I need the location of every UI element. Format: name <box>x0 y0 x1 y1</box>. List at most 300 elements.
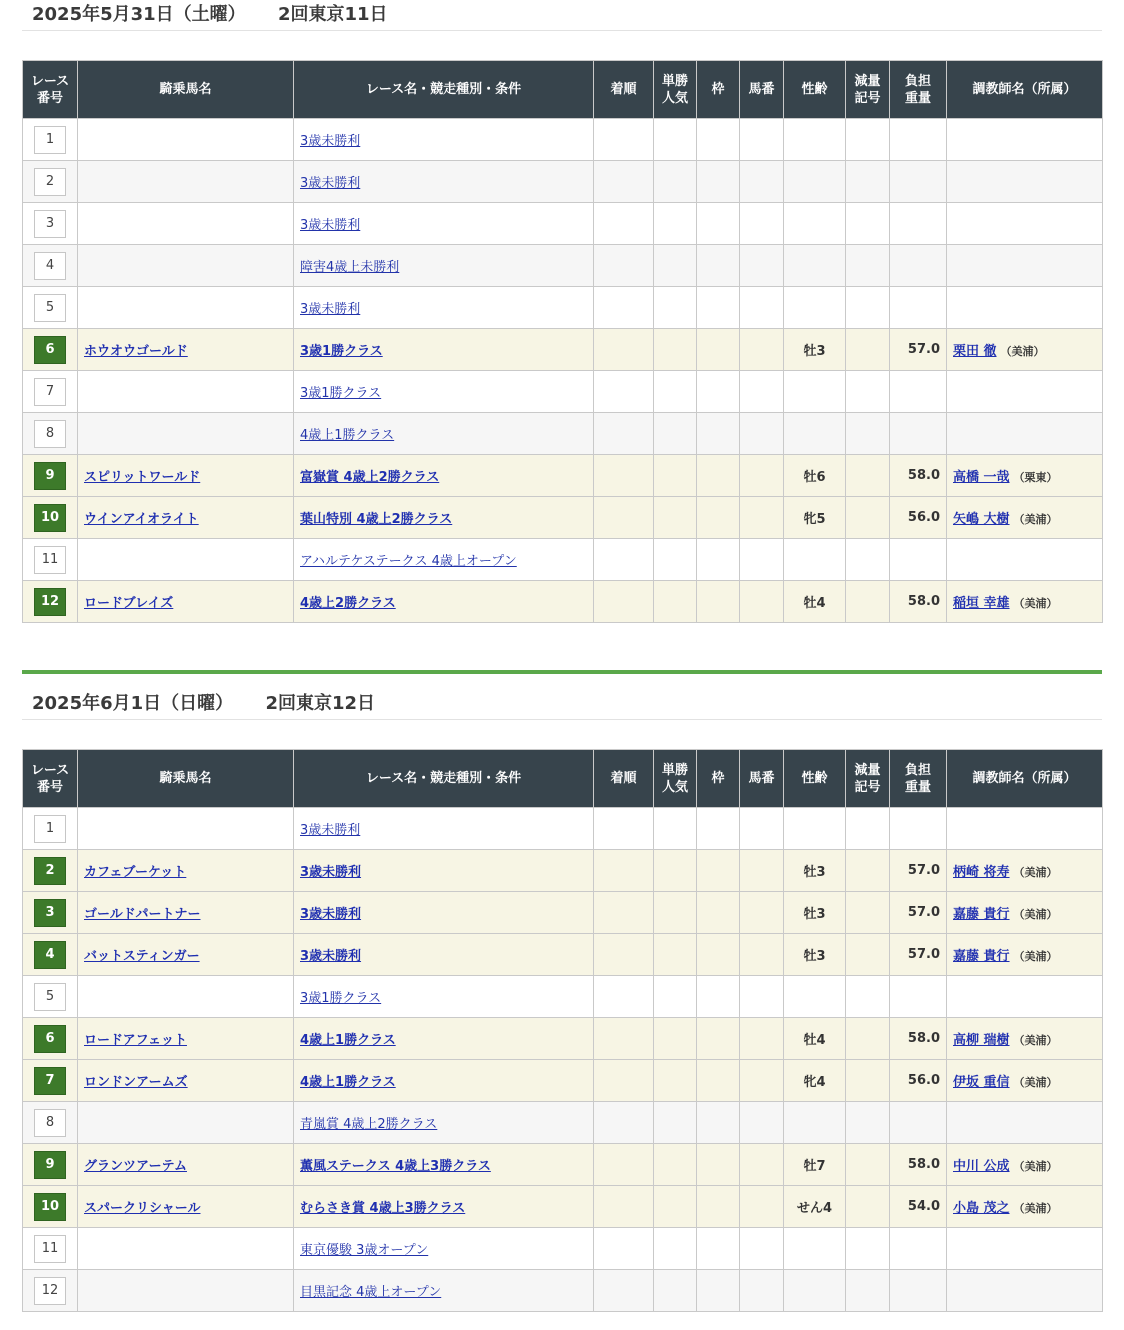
race-no-cell <box>23 329 78 371</box>
sex-age-cell: 牡4 <box>784 1018 846 1060</box>
trainer-affiliation: （栗東） <box>1013 471 1058 484</box>
sex-age-cell: 牡7 <box>784 1144 846 1186</box>
horse-name-link[interactable]: グランツアーテム <box>84 1159 187 1174</box>
col-race-no: レース 番号 <box>23 750 78 808</box>
horse-no-cell <box>740 850 784 892</box>
horse-name-link[interactable]: カフェブーケット <box>84 865 187 880</box>
race-number-button[interactable]: 9 <box>34 1151 66 1179</box>
horse-cell <box>78 1228 294 1270</box>
race-row <box>23 245 1103 287</box>
reduction-cell <box>846 371 890 413</box>
race-number-button[interactable]: 5 <box>34 294 66 322</box>
sex-age-cell: 牡3 <box>784 850 846 892</box>
weight-cell: 58.0 <box>890 581 947 623</box>
horse-name-link[interactable]: ホウオウゴールド <box>84 344 188 359</box>
horse-no-cell <box>740 976 784 1018</box>
finish-cell <box>594 1186 654 1228</box>
trainer-cell <box>947 413 1103 455</box>
race-row <box>23 497 1103 539</box>
horse-cell <box>78 539 294 581</box>
finish-cell <box>594 1228 654 1270</box>
race-name-link[interactable]: 3歳未勝利 <box>300 176 361 191</box>
race-number-button[interactable]: 4 <box>34 252 66 280</box>
race-row <box>23 1270 1103 1312</box>
race-name-cell <box>294 161 594 203</box>
popularity-cell <box>654 1144 697 1186</box>
frame-cell <box>697 455 740 497</box>
race-name-cell <box>294 581 594 623</box>
sex-age-cell: 牝5 <box>784 497 846 539</box>
sex-age-cell: 牡3 <box>784 892 846 934</box>
horse-cell <box>78 203 294 245</box>
reduction-cell <box>846 1018 890 1060</box>
race-no-cell <box>23 203 78 245</box>
horse-no-cell <box>740 329 784 371</box>
col-race-no: レース 番号 <box>23 61 78 119</box>
popularity-cell <box>654 455 697 497</box>
finish-cell <box>594 203 654 245</box>
col-horse-no: 馬番 <box>740 750 784 808</box>
trainer-cell <box>947 581 1103 623</box>
race-name-cell <box>294 119 594 161</box>
race-number-button[interactable]: 1 <box>34 126 66 154</box>
popularity-cell <box>654 581 697 623</box>
popularity-cell <box>654 1102 697 1144</box>
sex-age-cell <box>784 287 846 329</box>
horse-no-cell <box>740 161 784 203</box>
frame-cell <box>697 413 740 455</box>
finish-cell <box>594 1144 654 1186</box>
race-row <box>23 1144 1103 1186</box>
popularity-cell <box>654 203 697 245</box>
horse-name-link[interactable]: ゴールドパートナー <box>84 907 201 922</box>
reduction-cell <box>846 119 890 161</box>
race-number-button[interactable]: 7 <box>34 1067 66 1095</box>
race-no-cell <box>23 371 78 413</box>
frame-cell <box>697 976 740 1018</box>
reduction-cell <box>846 203 890 245</box>
weight-cell <box>890 976 947 1018</box>
race-name-link[interactable]: 薫風ステークス 4歳上3勝クラス <box>300 1159 491 1174</box>
race-name-link[interactable]: 青嵐賞 4歳上2勝クラス <box>300 1117 438 1132</box>
finish-cell <box>594 892 654 934</box>
finish-cell <box>594 850 654 892</box>
horse-name-link[interactable]: スピリットワールド <box>84 470 201 485</box>
section-divider <box>22 670 1102 674</box>
race-name-cell <box>294 455 594 497</box>
trainer-affiliation: （美浦） <box>1013 597 1058 610</box>
weight-cell <box>890 245 947 287</box>
race-number-button[interactable]: 3 <box>34 210 66 238</box>
trainer-link[interactable]: 栗田 徹 <box>953 344 997 359</box>
race-row <box>23 1018 1103 1060</box>
horse-cell <box>78 892 294 934</box>
race-row <box>23 808 1103 850</box>
day-heading-1 <box>22 0 1102 31</box>
finish-cell <box>594 1018 654 1060</box>
frame-cell <box>697 1018 740 1060</box>
frame-cell <box>697 245 740 287</box>
trainer-cell <box>947 329 1103 371</box>
race-no-cell <box>23 976 78 1018</box>
race-name-cell <box>294 203 594 245</box>
popularity-cell <box>654 1186 697 1228</box>
horse-no-cell <box>740 287 784 329</box>
horse-cell <box>78 287 294 329</box>
col-horse: 騎乗馬名 <box>78 61 294 119</box>
reduction-cell <box>846 161 890 203</box>
frame-cell <box>697 539 740 581</box>
trainer-cell <box>947 1102 1103 1144</box>
race-name-link[interactable]: 3歳未勝利 <box>300 865 362 880</box>
horse-name-link[interactable]: スパークリシャール <box>84 1201 201 1216</box>
sex-age-cell: 牡3 <box>784 934 846 976</box>
trainer-cell <box>947 1018 1103 1060</box>
race-name-cell <box>294 245 594 287</box>
sex-age-cell <box>784 976 846 1018</box>
race-number-button[interactable]: 10 <box>34 1193 66 1221</box>
popularity-cell <box>654 539 697 581</box>
col-finish: 着順 <box>594 750 654 808</box>
race-number-button[interactable]: 11 <box>34 1235 66 1263</box>
race-name-link[interactable]: 3歳未勝利 <box>300 907 362 922</box>
col-weight: 負担 重量 <box>890 61 947 119</box>
race-no-cell <box>23 1270 78 1312</box>
frame-cell <box>697 1144 740 1186</box>
trainer-affiliation: （美浦） <box>1013 1034 1058 1047</box>
race-name-link[interactable]: アハルテケステークス 4歳上オープン <box>300 554 517 569</box>
finish-cell <box>594 1060 654 1102</box>
popularity-cell <box>654 1270 697 1312</box>
weight-cell <box>890 539 947 581</box>
weight-cell: 57.0 <box>890 892 947 934</box>
race-name-link[interactable]: 3歳未勝利 <box>300 302 361 317</box>
race-name-link[interactable]: 目黒記念 4歳上オープン <box>300 1285 442 1300</box>
horse-name-link[interactable]: バットスティンガー <box>84 949 200 964</box>
horse-cell <box>78 119 294 161</box>
race-number-button[interactable]: 12 <box>34 588 66 616</box>
finish-cell <box>594 455 654 497</box>
race-name-cell <box>294 1144 594 1186</box>
reduction-cell <box>846 581 890 623</box>
horse-name-link[interactable]: ロードアフェット <box>84 1033 187 1048</box>
horse-no-cell <box>740 371 784 413</box>
race-table-day-2 <box>22 749 1103 1312</box>
race-name-cell <box>294 976 594 1018</box>
col-race: レース名・競走種別・条件 <box>294 61 594 119</box>
race-number-button[interactable]: 2 <box>34 168 66 196</box>
race-name-link[interactable]: 4歳上1勝クラス <box>300 1075 396 1090</box>
race-name-link[interactable]: 富嶽賞 4歳上2勝クラス <box>300 470 440 485</box>
col-reduction: 減量 記号 <box>846 61 890 119</box>
trainer-link[interactable]: 稲垣 幸雄 <box>953 596 1010 611</box>
race-name-link[interactable]: 東京優駿 3歳オープン <box>300 1243 429 1258</box>
frame-cell <box>697 161 740 203</box>
sex-age-cell <box>784 203 846 245</box>
race-name-link[interactable]: 3歳1勝クラス <box>300 991 382 1006</box>
sex-age-cell: 牡3 <box>784 329 846 371</box>
race-name-cell <box>294 1018 594 1060</box>
race-table-body <box>23 119 1103 623</box>
race-no-cell <box>23 161 78 203</box>
race-row <box>23 119 1103 161</box>
table-header-row <box>23 750 1103 808</box>
trainer-cell <box>947 203 1103 245</box>
trainer-affiliation: （美浦） <box>1013 513 1058 526</box>
finish-cell <box>594 976 654 1018</box>
weight-cell <box>890 371 947 413</box>
finish-cell <box>594 934 654 976</box>
horse-no-cell <box>740 119 784 161</box>
race-name-cell <box>294 413 594 455</box>
frame-cell <box>697 1102 740 1144</box>
race-name-link[interactable]: 葉山特別 4歳上2勝クラス <box>300 512 453 527</box>
trainer-cell <box>947 850 1103 892</box>
finish-cell <box>594 808 654 850</box>
race-name-link[interactable]: 4歳上1勝クラス <box>300 428 395 443</box>
race-row <box>23 455 1103 497</box>
trainer-cell <box>947 1186 1103 1228</box>
trainer-link[interactable]: 高柳 瑞樹 <box>953 1033 1010 1048</box>
race-name-link[interactable]: 3歳未勝利 <box>300 218 361 233</box>
weight-cell: 58.0 <box>890 455 947 497</box>
race-name-link[interactable]: 4歳上2勝クラス <box>300 596 396 611</box>
race-number-button[interactable]: 8 <box>34 1109 66 1137</box>
col-trainer: 調教師名（所属） <box>947 61 1103 119</box>
sex-age-cell <box>784 119 846 161</box>
horse-name-link[interactable]: ウインアイオライト <box>84 512 199 527</box>
race-no-cell <box>23 245 78 287</box>
popularity-cell <box>654 1018 697 1060</box>
popularity-cell <box>654 976 697 1018</box>
race-no-cell <box>23 287 78 329</box>
col-horse-no: 馬番 <box>740 61 784 119</box>
finish-cell <box>594 1270 654 1312</box>
horse-cell <box>78 581 294 623</box>
popularity-cell <box>654 413 697 455</box>
popularity-cell <box>654 161 697 203</box>
race-number-button[interactable]: 11 <box>34 546 66 574</box>
race-name-link[interactable]: 3歳1勝クラス <box>300 344 383 359</box>
reduction-cell <box>846 329 890 371</box>
trainer-cell <box>947 539 1103 581</box>
race-no-cell <box>23 455 78 497</box>
race-name-cell <box>294 1186 594 1228</box>
weight-cell <box>890 808 947 850</box>
day-heading-2 <box>22 689 1102 720</box>
horse-cell <box>78 161 294 203</box>
horse-no-cell <box>740 892 784 934</box>
horse-no-cell <box>740 455 784 497</box>
reduction-cell <box>846 1060 890 1102</box>
horse-cell <box>78 1018 294 1060</box>
race-number-button[interactable]: 9 <box>34 462 66 490</box>
race-no-cell <box>23 539 78 581</box>
sex-age-cell <box>784 371 846 413</box>
race-row <box>23 1102 1103 1144</box>
reduction-cell <box>846 539 890 581</box>
sex-age-cell: 牡4 <box>784 581 846 623</box>
race-row <box>23 1186 1103 1228</box>
race-name-cell <box>294 1102 594 1144</box>
reduction-cell <box>846 1228 890 1270</box>
finish-cell <box>594 287 654 329</box>
sex-age-cell <box>784 1228 846 1270</box>
trainer-link[interactable]: 嘉藤 貴行 <box>953 907 1010 922</box>
race-number-button[interactable]: 3 <box>34 899 66 927</box>
col-finish: 着順 <box>594 61 654 119</box>
reduction-cell <box>846 245 890 287</box>
race-number-button[interactable]: 5 <box>34 983 66 1011</box>
reduction-cell <box>846 934 890 976</box>
trainer-link[interactable]: 中川 公成 <box>953 1159 1010 1174</box>
col-frame: 枠 <box>697 750 740 808</box>
frame-cell <box>697 1186 740 1228</box>
trainer-cell <box>947 1228 1103 1270</box>
race-row <box>23 581 1103 623</box>
popularity-cell <box>654 371 697 413</box>
race-no-cell <box>23 1060 78 1102</box>
trainer-link[interactable]: 矢嶋 大樹 <box>953 512 1010 527</box>
reduction-cell <box>846 1186 890 1228</box>
finish-cell <box>594 497 654 539</box>
horse-no-cell <box>740 1270 784 1312</box>
race-number-button[interactable]: 1 <box>34 815 66 843</box>
col-horse: 騎乗馬名 <box>78 750 294 808</box>
table-header-row <box>23 61 1103 119</box>
race-no-cell <box>23 1144 78 1186</box>
horse-cell <box>78 371 294 413</box>
weight-cell: 57.0 <box>890 850 947 892</box>
trainer-cell <box>947 287 1103 329</box>
race-number-button[interactable]: 12 <box>34 1277 66 1305</box>
race-number-button[interactable]: 4 <box>34 941 66 969</box>
horse-no-cell <box>740 581 784 623</box>
horse-no-cell <box>740 808 784 850</box>
horse-no-cell <box>740 934 784 976</box>
trainer-affiliation: （美浦） <box>1013 866 1058 879</box>
horse-cell <box>78 1270 294 1312</box>
race-no-cell <box>23 850 78 892</box>
race-name-cell <box>294 808 594 850</box>
trainer-cell <box>947 808 1103 850</box>
trainer-link[interactable]: 嘉藤 貴行 <box>953 949 1010 964</box>
race-name-cell <box>294 892 594 934</box>
sex-age-cell <box>784 245 846 287</box>
frame-cell <box>697 203 740 245</box>
trainer-link[interactable]: 小島 茂之 <box>953 1201 1010 1216</box>
weight-cell <box>890 119 947 161</box>
horse-name-link[interactable]: ロードブレイズ <box>84 596 174 611</box>
race-row <box>23 413 1103 455</box>
weight-cell: 58.0 <box>890 1144 947 1186</box>
race-name-cell <box>294 497 594 539</box>
trainer-cell <box>947 976 1103 1018</box>
horse-no-cell <box>740 497 784 539</box>
frame-cell <box>697 1228 740 1270</box>
popularity-cell <box>654 934 697 976</box>
horse-no-cell <box>740 1144 784 1186</box>
weight-cell: 54.0 <box>890 1186 947 1228</box>
race-name-link[interactable]: 4歳上1勝クラス <box>300 1033 396 1048</box>
race-row <box>23 976 1103 1018</box>
sex-age-cell <box>784 539 846 581</box>
trainer-cell <box>947 1060 1103 1102</box>
trainer-link[interactable]: 高橋 一哉 <box>953 470 1010 485</box>
weight-cell: 57.0 <box>890 329 947 371</box>
horse-no-cell <box>740 539 784 581</box>
trainer-cell <box>947 455 1103 497</box>
race-name-link[interactable]: 3歳1勝クラス <box>300 386 382 401</box>
trainer-cell <box>947 161 1103 203</box>
trainer-link[interactable]: 柄崎 将寿 <box>953 865 1010 880</box>
race-row <box>23 161 1103 203</box>
reduction-cell <box>846 287 890 329</box>
horse-cell <box>78 850 294 892</box>
race-number-button[interactable]: 10 <box>34 504 66 532</box>
day-meeting: 2回東京12日 <box>265 693 376 714</box>
race-number-button[interactable]: 7 <box>34 378 66 406</box>
frame-cell <box>697 892 740 934</box>
race-no-cell <box>23 581 78 623</box>
col-sex-age: 性齢 <box>784 61 846 119</box>
horse-no-cell <box>740 245 784 287</box>
race-row <box>23 329 1103 371</box>
col-reduction: 減量 記号 <box>846 750 890 808</box>
horse-name-link[interactable]: ロンドンアームズ <box>84 1075 188 1090</box>
frame-cell <box>697 1270 740 1312</box>
day-date: 2025年5月31日（土曜） <box>32 4 246 25</box>
race-number-button[interactable]: 6 <box>34 1025 66 1053</box>
race-no-cell <box>23 413 78 455</box>
race-name-link[interactable]: 3歳未勝利 <box>300 949 362 964</box>
reduction-cell <box>846 1270 890 1312</box>
popularity-cell <box>654 808 697 850</box>
frame-cell <box>697 287 740 329</box>
trainer-cell <box>947 497 1103 539</box>
sex-age-cell: せん4 <box>784 1186 846 1228</box>
trainer-cell <box>947 1270 1103 1312</box>
horse-cell <box>78 1144 294 1186</box>
reduction-cell <box>846 1144 890 1186</box>
col-popularity: 単勝 人気 <box>654 61 697 119</box>
finish-cell <box>594 1102 654 1144</box>
sex-age-cell: 牝4 <box>784 1060 846 1102</box>
frame-cell <box>697 329 740 371</box>
weight-cell: 57.0 <box>890 934 947 976</box>
finish-cell <box>594 539 654 581</box>
trainer-link[interactable]: 伊坂 重信 <box>953 1075 1010 1090</box>
race-number-button[interactable]: 2 <box>34 857 66 885</box>
race-number-button[interactable]: 6 <box>34 336 66 364</box>
race-name-link[interactable]: 3歳未勝利 <box>300 134 361 149</box>
race-name-link[interactable]: 障害4歳上未勝利 <box>300 260 400 275</box>
race-number-button[interactable]: 8 <box>34 420 66 448</box>
popularity-cell <box>654 850 697 892</box>
popularity-cell <box>654 1060 697 1102</box>
race-name-link[interactable]: 3歳未勝利 <box>300 823 361 838</box>
finish-cell <box>594 161 654 203</box>
reduction-cell <box>846 455 890 497</box>
popularity-cell <box>654 497 697 539</box>
race-table-body <box>23 808 1103 1312</box>
horse-cell <box>78 329 294 371</box>
race-row <box>23 371 1103 413</box>
weight-cell <box>890 1228 947 1270</box>
race-name-link[interactable]: むらさき賞 4歳上3勝クラス <box>300 1201 466 1216</box>
weight-cell <box>890 203 947 245</box>
col-trainer: 調教師名（所属） <box>947 750 1103 808</box>
